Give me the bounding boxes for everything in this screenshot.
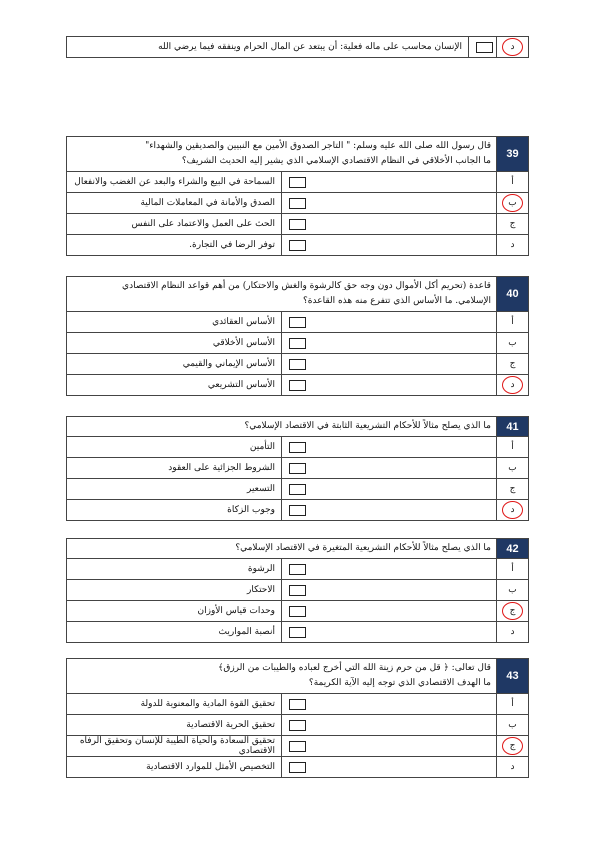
answer-checkbox[interactable] [289, 463, 306, 474]
question-40-table [66, 276, 529, 396]
answer-checkbox-cell[interactable] [282, 601, 497, 622]
option-letter: ج [509, 484, 516, 494]
option-letter-cell [497, 736, 529, 757]
option-letter: د [510, 505, 515, 515]
option-letter: أ [511, 699, 514, 709]
answer-checkbox[interactable] [289, 442, 306, 453]
option-letter-cell [497, 235, 529, 256]
option-letter: ب [508, 463, 517, 473]
answer-checkbox-cell[interactable] [282, 333, 497, 354]
answer-checkbox-cell[interactable] [282, 354, 497, 375]
question-text-line: الإسلامي. ما الأساس الذي تتفرع منه هذه القاعدة؟ [302, 296, 491, 306]
option-row [67, 715, 529, 736]
option-row [67, 354, 529, 375]
option-letter-cell [497, 193, 529, 214]
option-text: الأساس التشريعي [67, 375, 282, 396]
answer-checkbox-cell[interactable] [282, 214, 497, 235]
option-letter-cell [497, 715, 529, 736]
option-letter: ب [508, 198, 517, 208]
answer-checkbox[interactable] [289, 699, 306, 710]
answer-checkbox-cell[interactable] [282, 312, 497, 333]
option-letter-cell [497, 37, 529, 58]
answer-checkbox[interactable] [289, 198, 306, 209]
option-letter-cell [497, 437, 529, 458]
question-text [67, 277, 497, 312]
answer-checkbox-cell[interactable] [282, 500, 497, 521]
option-letter: ب [508, 720, 517, 730]
answer-checkbox-cell[interactable] [282, 375, 497, 396]
question-41-table [66, 416, 529, 521]
option-text: الأساس العقائدي [67, 312, 282, 333]
option-letter-cell [497, 214, 529, 235]
option-text: الحث على العمل والاعتماد على النفس [67, 214, 282, 235]
option-row [67, 622, 529, 643]
option-letter-cell [497, 694, 529, 715]
answer-checkbox-cell[interactable] [282, 193, 497, 214]
question-text-line: قاعدة (تحريم أكل الأموال دون وجه حق كالرشوة والغش والاحتكار) من أهم قواعد النظام الاقتصادي [122, 281, 491, 291]
answer-circle-mark [502, 194, 523, 212]
option-letter-cell [497, 458, 529, 479]
option-text: السماحة في البيع والشراء والبعد عن الغضب والانفعال [67, 172, 282, 193]
option-letter: د [510, 240, 515, 250]
option-text: الصدق والأمانة في المعاملات المالية [67, 193, 282, 214]
option-text: التخصيص الأمثل للموارد الاقتصادية [67, 757, 282, 778]
answer-checkbox-cell[interactable] [282, 172, 497, 193]
answer-checkbox[interactable] [289, 720, 306, 731]
question-text-line: ما الذي يصلح مثالاً للأحكام التشريعية المتغيرة في الاقتصاد الإسلامي؟ [235, 543, 491, 553]
option-text: الرشوة [67, 559, 282, 580]
option-letter-cell [497, 333, 529, 354]
question-header-row [67, 277, 529, 312]
option-text: الإنسان محاسب على ماله فعلية: أن يبتعد عن المال الحرام وينفقه فيما يرضي الله [67, 37, 469, 58]
answer-checkbox-cell[interactable] [282, 437, 497, 458]
question-text-line: ما الهدف الاقتصادي الذي توجه إليه الآية الكريمة؟ [308, 678, 491, 688]
answer-checkbox[interactable] [289, 585, 306, 596]
option-row [67, 500, 529, 521]
option-letter-cell [497, 354, 529, 375]
option-row [67, 694, 529, 715]
answer-checkbox-cell[interactable] [282, 622, 497, 643]
option-letter-cell [497, 500, 529, 521]
option-text: وجوب الزكاة [67, 500, 282, 521]
option-text: تحقيق الحرية الاقتصادية [67, 715, 282, 736]
option-row [67, 479, 529, 500]
answer-checkbox[interactable] [289, 762, 306, 773]
option-row [67, 37, 529, 58]
option-row [67, 172, 529, 193]
answer-checkbox-cell[interactable] [282, 715, 497, 736]
option-letter-cell [497, 312, 529, 333]
answer-checkbox-cell[interactable] [282, 458, 497, 479]
question-number: 39 [497, 137, 529, 172]
option-letter-cell [497, 580, 529, 601]
answer-checkbox-cell[interactable] [282, 235, 497, 256]
answer-checkbox[interactable] [289, 380, 306, 391]
answer-checkbox[interactable] [289, 627, 306, 638]
option-text: الشروط الجزائية على العقود [67, 458, 282, 479]
option-letter: أ [511, 317, 514, 327]
option-text: التأمين [67, 437, 282, 458]
answer-circle-mark [502, 602, 523, 620]
question-number: 41 [497, 417, 529, 437]
option-letter: د [510, 42, 515, 52]
question-header-row [67, 417, 529, 437]
question-text-line: قال تعالى: ﴿ قل من حرم زينة الله التي أخرج لعباده والطيبات من الرزق﴾ [218, 663, 491, 673]
option-letter: ج [509, 741, 516, 751]
option-text: الاحتكار [67, 580, 282, 601]
option-letter: د [510, 762, 515, 772]
option-letter: د [510, 380, 515, 390]
question-text [67, 417, 497, 437]
answer-checkbox[interactable] [289, 219, 306, 230]
answer-checkbox-cell[interactable] [282, 694, 497, 715]
option-letter: أ [511, 442, 514, 452]
question-text [67, 539, 497, 559]
option-letter-cell [497, 172, 529, 193]
question-number: 43 [497, 659, 529, 694]
answer-checkbox[interactable] [289, 741, 306, 752]
option-letter: ج [509, 219, 516, 229]
option-row [67, 214, 529, 235]
answer-checkbox[interactable] [289, 484, 306, 495]
option-letter: ب [508, 338, 517, 348]
option-text: أنصبة المواريث [67, 622, 282, 643]
option-text: توفر الرضا في التجارة. [67, 235, 282, 256]
option-letter: ج [509, 606, 516, 616]
answer-checkbox-cell[interactable] [282, 580, 497, 601]
answer-circle-mark [502, 501, 523, 519]
option-letter-cell [497, 375, 529, 396]
question-42-table [66, 538, 529, 643]
option-row [67, 333, 529, 354]
answer-circle-mark [502, 376, 523, 394]
option-text: تحقيق القوة المادية والمعنوية للدولة [67, 694, 282, 715]
option-text: الأساس الإيماني والقيمي [67, 354, 282, 375]
option-row [67, 312, 529, 333]
option-row [67, 601, 529, 622]
option-text: وحدات قياس الأوزان [67, 601, 282, 622]
option-letter-cell [497, 479, 529, 500]
answer-checkbox[interactable] [289, 317, 306, 328]
question-39-table [66, 136, 529, 256]
question-header-row [67, 659, 529, 694]
answer-checkbox[interactable] [289, 177, 306, 188]
option-row [67, 580, 529, 601]
option-letter: ج [509, 359, 516, 369]
option-row [67, 235, 529, 256]
answer-circle-mark [502, 737, 523, 755]
question-header-row [67, 137, 529, 172]
option-row [67, 559, 529, 580]
answer-checkbox[interactable] [289, 338, 306, 349]
option-letter-cell [497, 559, 529, 580]
option-letter: أ [511, 564, 514, 574]
answer-checkbox[interactable] [289, 564, 306, 575]
question-text-line: ما الجانب الأخلاقي في النظام الاقتصادي الإسلامي الذي يشير إليه الحديث الشريف؟ [181, 156, 491, 166]
answer-checkbox[interactable] [476, 42, 493, 53]
question-number: 42 [497, 539, 529, 559]
answer-checkbox[interactable] [289, 240, 306, 251]
question-header-row [67, 539, 529, 559]
question-number: 40 [497, 277, 529, 312]
option-letter: د [510, 627, 515, 637]
question-text [67, 659, 497, 694]
answer-checkbox[interactable] [289, 606, 306, 617]
option-text: التسعير [67, 479, 282, 500]
option-row [67, 437, 529, 458]
option-row [67, 757, 529, 778]
option-row [67, 458, 529, 479]
option-text: الأساس الأخلاقي [67, 333, 282, 354]
answer-checkbox-cell[interactable] [469, 37, 497, 58]
answer-checkbox-cell[interactable] [282, 559, 497, 580]
answer-checkbox[interactable] [289, 359, 306, 370]
option-letter: أ [511, 177, 514, 187]
question-text-line: ما الذي يصلح مثالاً للأحكام التشريعية الثابتة في الاقتصاد الإسلامي؟ [244, 421, 491, 431]
question-43-table [66, 658, 529, 778]
answer-circle-mark [502, 38, 523, 56]
option-row [67, 736, 529, 757]
option-letter-cell [497, 757, 529, 778]
answer-checkbox[interactable] [289, 505, 306, 516]
option-letter-cell [497, 601, 529, 622]
option-row [67, 375, 529, 396]
option-row [67, 193, 529, 214]
option-letter: ب [508, 585, 517, 595]
question-text [67, 137, 497, 172]
answer-checkbox-cell[interactable] [282, 736, 497, 757]
answer-checkbox-cell[interactable] [282, 757, 497, 778]
question-text-line: قال رسول الله صلى الله عليه وسلم: " التاجر الصدوق الأمين مع النبيين والصديقين والشهداء" [145, 141, 491, 151]
previous-question-last-row [66, 36, 529, 58]
answer-checkbox-cell[interactable] [282, 479, 497, 500]
option-text: تحقيق السعادة والحياة الطيبة للإنسان وتحقيق الرفاه الاقتصادي [67, 736, 282, 757]
option-letter-cell [497, 622, 529, 643]
